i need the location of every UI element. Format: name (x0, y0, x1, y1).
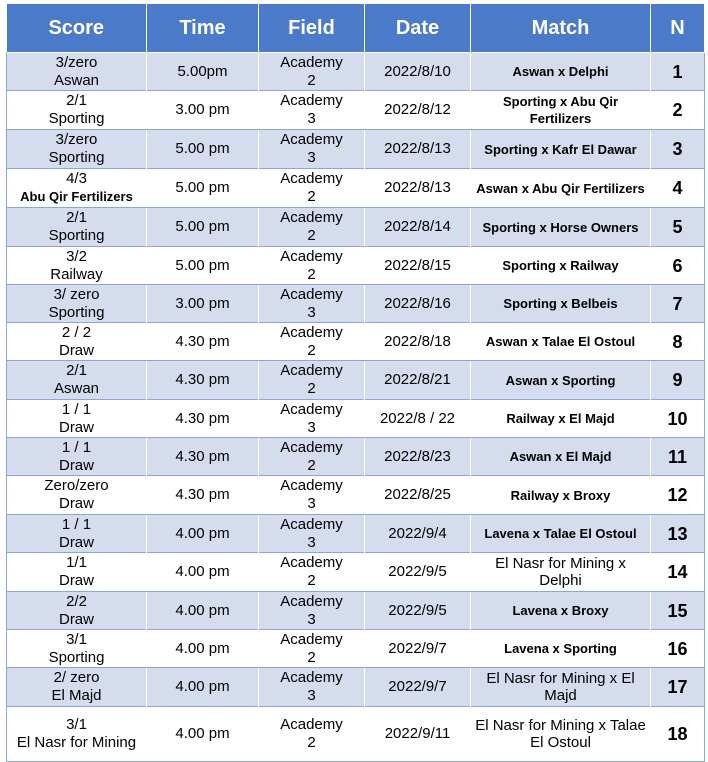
field-name: Academy (280, 362, 343, 379)
field-name: Academy (280, 285, 343, 303)
field-number: 2 (307, 380, 316, 397)
match-cell: Lavena x Broxy (471, 592, 651, 630)
row-number: 13 (651, 515, 705, 553)
score-winner: Sporting (48, 227, 105, 244)
field-name: Academy (280, 716, 343, 733)
score-value: 1 / 1 (61, 515, 92, 533)
table-row (7, 515, 705, 553)
table-row (7, 630, 705, 668)
score-value: 3/1 (66, 716, 87, 733)
score-value: 1 / 1 (61, 438, 92, 456)
match-cell: Lavena x Talae El Ostoul (471, 515, 651, 553)
score-winner: Aswan (53, 71, 100, 89)
field-name: Academy (280, 170, 343, 187)
row-number: 5 (651, 208, 705, 247)
date-cell: 2022/9/7 (365, 630, 471, 668)
match-cell: Railway x El Majd (471, 400, 651, 438)
match-cell: Sporting x Railway (471, 247, 651, 285)
match-cell: Aswan x Abu Qir Fertilizers (471, 169, 651, 208)
field-name: Academy (280, 92, 343, 109)
score-winner: Sporting (48, 149, 105, 166)
field-number: 2 (307, 572, 316, 589)
time-cell: 5.00pm (147, 53, 259, 91)
time-cell: 4.00 pm (147, 668, 259, 707)
table-row (7, 592, 705, 630)
date-cell: 2022/9/5 (365, 592, 471, 630)
field-number: 2 (307, 188, 316, 205)
time-cell: 4.00 pm (147, 707, 259, 762)
field-number: 2 (307, 648, 316, 666)
field-cell (259, 91, 365, 130)
time-cell: 4.30 pm (147, 438, 259, 476)
row-number: 15 (651, 592, 705, 630)
field-name: Academy (280, 554, 343, 571)
field-cell (259, 53, 365, 91)
table-row (7, 285, 705, 323)
score-cell (7, 630, 147, 668)
score-winner: El Majd (51, 687, 102, 704)
score-winner: Draw (58, 456, 94, 474)
match-cell: Aswan x Delphi (471, 53, 651, 91)
row-number: 14 (651, 553, 705, 592)
date-cell: 2022/8/23 (365, 438, 471, 476)
table-row (7, 668, 705, 707)
row-number: 8 (651, 323, 705, 361)
score-cell (7, 476, 147, 515)
field-name: Academy (280, 669, 343, 686)
table-row (7, 361, 705, 400)
score-cell (7, 285, 147, 323)
date-cell: 2022/9/11 (365, 707, 471, 762)
date-cell: 2022/9/7 (365, 668, 471, 707)
match-cell: Aswan x Sporting (471, 361, 651, 400)
row-number: 11 (651, 438, 705, 476)
score-cell (7, 323, 147, 361)
score-winner: Draw (58, 572, 94, 589)
field-number: 2 (307, 71, 316, 89)
score-value: 2/ zero (53, 669, 100, 686)
score-winner: Sporting (48, 303, 105, 321)
match-cell: Sporting x Horse Owners (471, 208, 651, 247)
field-name: Academy (280, 477, 343, 494)
field-cell (259, 285, 365, 323)
score-value: 4/3 (66, 170, 87, 187)
field-number: 2 (307, 734, 316, 751)
match-cell: Sporting x Belbeis (471, 285, 651, 323)
score-value: 3/2 (66, 247, 87, 265)
field-cell (259, 247, 365, 285)
field-name: Academy (280, 630, 343, 648)
score-cell (7, 130, 147, 169)
field-name: Academy (280, 438, 343, 456)
field-number: 3 (307, 303, 316, 321)
time-cell: 4.00 pm (147, 515, 259, 553)
score-cell (7, 400, 147, 438)
field-cell (259, 515, 365, 553)
time-cell: 4.30 pm (147, 361, 259, 400)
time-cell: 4.30 pm (147, 400, 259, 438)
score-winner: Draw (58, 610, 94, 628)
header-date: Date (365, 4, 471, 53)
field-name: Academy (280, 592, 343, 610)
row-number: 4 (651, 169, 705, 208)
time-cell: 5.00 pm (147, 169, 259, 208)
table-row (7, 323, 705, 361)
field-cell (259, 208, 365, 247)
field-cell (259, 438, 365, 476)
row-number: 7 (651, 285, 705, 323)
score-winner: Draw (58, 533, 94, 551)
header-score: Score (7, 4, 147, 53)
time-cell: 4.30 pm (147, 323, 259, 361)
field-cell (259, 592, 365, 630)
row-number: 17 (651, 668, 705, 707)
field-cell (259, 630, 365, 668)
field-name: Academy (280, 53, 343, 71)
score-cell (7, 515, 147, 553)
field-cell (259, 707, 365, 762)
header-field: Field (259, 4, 365, 53)
score-winner: Sporting (48, 648, 105, 666)
match-cell: El Nasr for Mining x Talae El Ostoul (471, 707, 651, 762)
matches-table (6, 4, 705, 762)
time-cell: 3.00 pm (147, 91, 259, 130)
date-cell: 2022/8/16 (365, 285, 471, 323)
field-name: Academy (280, 247, 343, 265)
match-cell: Lavena x Sporting (471, 630, 651, 668)
score-value: 3/ zero (53, 285, 100, 303)
table-row (7, 400, 705, 438)
time-cell: 5.00 pm (147, 130, 259, 169)
field-cell (259, 361, 365, 400)
score-cell (7, 91, 147, 130)
score-winner: Draw (58, 495, 94, 512)
date-cell: 2022/8/25 (365, 476, 471, 515)
field-number: 2 (307, 227, 316, 244)
field-cell (259, 668, 365, 707)
match-cell: Aswan x Talae El Ostoul (471, 323, 651, 361)
score-cell (7, 553, 147, 592)
score-winner: Sporting (48, 110, 105, 127)
score-winner: Railway (50, 265, 103, 283)
date-cell: 2022/8 / 22 (365, 400, 471, 438)
row-number: 10 (651, 400, 705, 438)
time-cell: 5.00 pm (147, 208, 259, 247)
field-name: Academy (280, 323, 343, 341)
score-value: 2/1 (66, 209, 87, 226)
field-number: 3 (307, 418, 316, 436)
time-cell: 4.30 pm (147, 476, 259, 515)
field-cell (259, 476, 365, 515)
score-cell (7, 707, 147, 762)
score-cell (7, 592, 147, 630)
field-number: 2 (307, 341, 316, 359)
field-cell (259, 323, 365, 361)
date-cell: 2022/8/13 (365, 169, 471, 208)
date-cell: 2022/8/21 (365, 361, 471, 400)
score-winner: Aswan (53, 380, 100, 397)
table-row (7, 130, 705, 169)
header-time: Time (147, 4, 259, 53)
score-cell (7, 361, 147, 400)
score-value: 2 / 2 (61, 323, 92, 341)
header-row (7, 4, 705, 53)
field-number: 3 (307, 610, 316, 628)
table-row (7, 208, 705, 247)
match-cell: Aswan x El Majd (471, 438, 651, 476)
table-row (7, 169, 705, 208)
date-cell: 2022/9/5 (365, 553, 471, 592)
field-cell (259, 400, 365, 438)
date-cell: 2022/9/4 (365, 515, 471, 553)
date-cell: 2022/8/12 (365, 91, 471, 130)
score-value: Zero/zero (44, 477, 109, 494)
field-number: 2 (307, 456, 316, 474)
match-cell: El Nasr for Mining x Delphi (471, 553, 651, 592)
score-winner: Draw (58, 418, 94, 436)
time-cell: 4.00 pm (147, 630, 259, 668)
field-name: Academy (280, 400, 343, 418)
score-value: 1/1 (66, 554, 87, 571)
score-value: 2/1 (66, 92, 87, 109)
score-cell (7, 668, 147, 707)
score-value: 2/2 (66, 592, 87, 610)
score-value: 3/1 (66, 630, 87, 648)
date-cell: 2022/8/13 (365, 130, 471, 169)
score-cell (7, 208, 147, 247)
date-cell: 2022/8/18 (365, 323, 471, 361)
table-row (7, 438, 705, 476)
row-number: 2 (651, 91, 705, 130)
row-number: 6 (651, 247, 705, 285)
field-cell (259, 130, 365, 169)
time-cell: 4.00 pm (147, 553, 259, 592)
match-cell: Railway x Broxy (471, 476, 651, 515)
field-number: 3 (307, 495, 316, 512)
field-number: 3 (307, 110, 316, 127)
table-row (7, 476, 705, 515)
field-name: Academy (280, 515, 343, 533)
field-number: 3 (307, 149, 316, 166)
field-cell (259, 169, 365, 208)
field-name: Academy (280, 131, 343, 148)
time-cell: 5.00 pm (147, 247, 259, 285)
table-row (7, 247, 705, 285)
table-row (7, 553, 705, 592)
row-number: 12 (651, 476, 705, 515)
score-winner: Abu Qir Fertilizers (20, 189, 133, 204)
score-cell (7, 53, 147, 91)
score-value: 2/1 (66, 362, 87, 379)
field-number: 2 (307, 265, 316, 283)
score-value: 1 / 1 (61, 400, 92, 418)
row-number: 9 (651, 361, 705, 400)
table-row (7, 53, 705, 91)
score-cell (7, 169, 147, 208)
date-cell: 2022/8/10 (365, 53, 471, 91)
row-number: 3 (651, 130, 705, 169)
header-match: Match (471, 4, 651, 53)
table-row (7, 91, 705, 130)
field-cell (259, 553, 365, 592)
score-winner: Draw (58, 341, 94, 359)
date-cell: 2022/8/15 (365, 247, 471, 285)
match-cell: Sporting x Kafr El Dawar (471, 130, 651, 169)
score-cell (7, 438, 147, 476)
match-cell: Sporting x Abu Qir Fertilizers (471, 91, 651, 130)
row-number: 1 (651, 53, 705, 91)
table-row (7, 707, 705, 762)
row-number: 16 (651, 630, 705, 668)
field-number: 3 (307, 687, 316, 704)
field-number: 3 (307, 533, 316, 551)
score-value: 3/zero (55, 131, 98, 148)
time-cell: 3.00 pm (147, 285, 259, 323)
score-winner: El Nasr for Mining (16, 734, 137, 751)
field-name: Academy (280, 209, 343, 226)
time-cell: 4.00 pm (147, 592, 259, 630)
row-number: 18 (651, 707, 705, 762)
score-value: 3/zero (55, 53, 98, 71)
score-cell (7, 247, 147, 285)
header-n: N (651, 4, 705, 53)
date-cell: 2022/8/14 (365, 208, 471, 247)
match-cell: El Nasr for Mining x El Majd (471, 668, 651, 707)
